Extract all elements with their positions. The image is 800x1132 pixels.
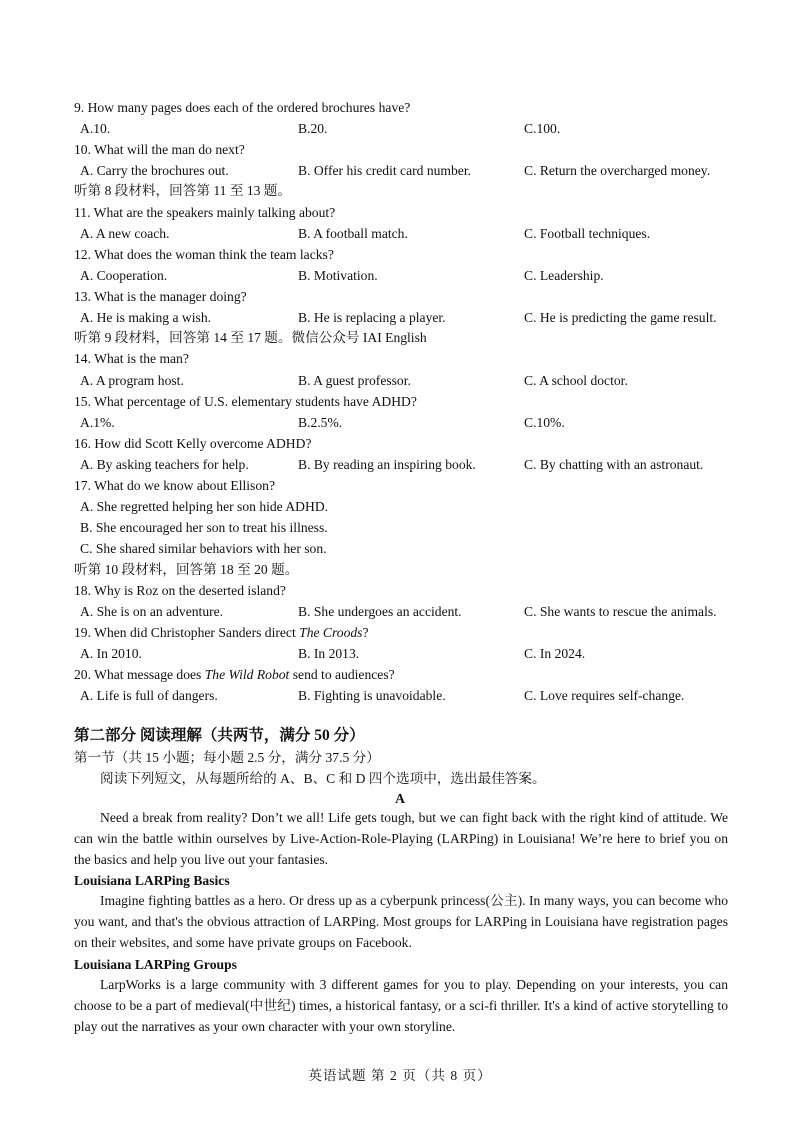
paragraph-basics: Imagine fighting battles as a hero. Or dress up as a cyberpunk princess(公主). In many ways, you can become who you want, and that's the obvious attraction of LARPing. Most groups for LARPing in Louisiana have registration pages on their websites, and some have private groups on Facebook.: [74, 893, 728, 951]
question-14: 14. What is the man?: [74, 351, 189, 366]
passage-intro: Need a break from reality? Don’t we all! Life gets tough, but we can fight back with the right kind of attitude. We can win the battle within ourselves by Live-Action-Role-Playing (LARPing) in Louisiana! We’re here to brief you on the basics and help you live out your fantasies.: [74, 810, 728, 868]
listening-note: 听第 8 段材料，回答第 11 至 13 题。: [74, 183, 291, 198]
option-b: B.2.5%.: [298, 415, 343, 430]
question-12: 12. What does the woman think the team lacks?: [74, 247, 334, 262]
option-a: A.1%.: [80, 415, 115, 430]
heading-groups: Louisiana LARPing Groups: [74, 957, 237, 972]
question-17: 17. What do we know about Ellison?: [74, 478, 275, 493]
option-b: B. Fighting is unavoidable.: [298, 688, 446, 703]
option-a: A. A program host.: [80, 373, 184, 388]
question-11: 11. What are the speakers mainly talking about?: [74, 205, 336, 220]
question-10: 10. What will the man do next?: [74, 142, 245, 157]
option-a: A.10.: [80, 121, 111, 136]
page-footer: 英语试题 第 2 页（共 8 页）: [308, 1068, 492, 1083]
option-a: A. Carry the brochures out.: [80, 163, 229, 178]
heading-basics: Louisiana LARPing Basics: [74, 873, 230, 888]
option-c: C. He is predicting the game result.: [524, 310, 717, 325]
option-c: C. By chatting with an astronaut.: [524, 457, 704, 472]
option-a: A. She regretted helping her son hide ADHD.: [80, 499, 329, 514]
reading-instruction: 阅读下列短文，从每题所给的 A、B、C 和 D 四个选项中，选出最佳答案。: [100, 771, 546, 786]
question-9: 9. How many pages does each of the ordered brochures have?: [74, 100, 411, 115]
option-a: A. By asking teachers for help.: [80, 457, 249, 472]
option-a: A. Life is full of dangers.: [80, 688, 218, 703]
option-c: C. In 2024.: [524, 646, 586, 661]
question-20: 20. What message does The Wild Robot send to audiences?: [74, 667, 395, 682]
question-16: 16. How did Scott Kelly overcome ADHD?: [74, 436, 312, 451]
option-b: B.20.: [298, 121, 328, 136]
option-b: B. Offer his credit card number.: [298, 163, 472, 178]
option-c: C. She wants to rescue the animals.: [524, 604, 717, 619]
listening-note: 听第 10 段材料，回答第 18 至 20 题。: [74, 562, 299, 577]
paragraph-groups: LarpWorks is a large community with 3 different games for you to play. Depending on your interests, you can choose to be a part of medieval(中世纪) times, a historical fantasy, or a sci-fi thriller. It's a kind of active storytelling to play out the narratives as your own character with your own storyline.: [74, 977, 728, 1035]
question-13: 13. What is the manager doing?: [74, 289, 247, 304]
option-c: C.10%.: [524, 415, 565, 430]
option-b: B. A guest professor.: [298, 373, 411, 388]
option-a: A. In 2010.: [80, 646, 142, 661]
option-a: A. He is making a wish.: [80, 310, 212, 325]
option-b: B. By reading an inspiring book.: [298, 457, 476, 472]
question-18: 18. Why is Roz on the deserted island?: [74, 583, 286, 598]
option-a: A. She is on an adventure.: [80, 604, 224, 619]
passage-label: A: [395, 791, 405, 806]
option-c: C. Football techniques.: [524, 226, 651, 241]
option-c: C. Leadership.: [524, 268, 604, 283]
option-a: A. A new coach.: [80, 226, 170, 241]
option-b: B. In 2013.: [298, 646, 360, 661]
option-a: A. Cooperation.: [80, 268, 168, 283]
option-c: C.100.: [524, 121, 561, 136]
question-15: 15. What percentage of U.S. elementary students have ADHD?: [74, 394, 417, 409]
option-b: B. She encouraged her son to treat his illness.: [80, 520, 328, 535]
option-c: C. Love requires self-change.: [524, 688, 685, 703]
option-c: C. Return the overcharged money.: [524, 163, 711, 178]
option-b: B. She undergoes an accident.: [298, 604, 462, 619]
option-c: C. A school doctor.: [524, 373, 628, 388]
listening-note: 听第 9 段材料，回答第 14 至 17 题。微信公众号 IAI English: [74, 330, 427, 345]
section1-title: 第一节（共 15 小题；每小题 2.5 分，满分 37.5 分）: [74, 750, 380, 765]
part2-title: 第二部分 阅读理解（共两节，满分 50 分）: [74, 727, 365, 744]
option-b: B. Motivation.: [298, 268, 378, 283]
question-19: 19. When did Christopher Sanders direct The Croods?: [74, 625, 369, 640]
option-b: B. He is replacing a player.: [298, 310, 446, 325]
option-b: B. A football match.: [298, 226, 408, 241]
option-c: C. She shared similar behaviors with her son.: [80, 541, 327, 556]
